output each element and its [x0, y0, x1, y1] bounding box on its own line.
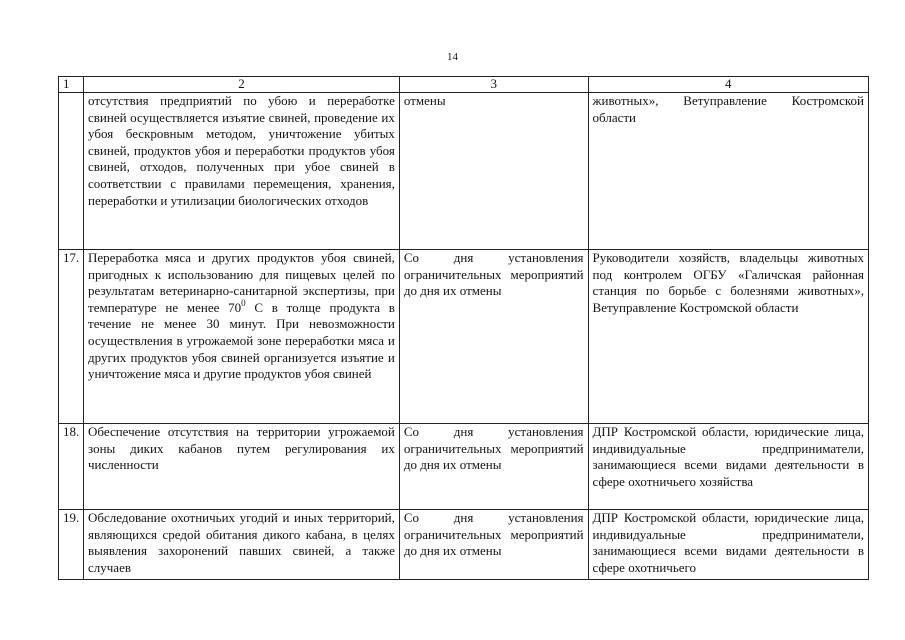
row-number: 19. [59, 510, 84, 580]
term-cell: Со дня установления ограничительных мероприятий до дня их отмены [399, 250, 588, 424]
measure-cell: отсутствия предприятий по убою и переработке свиней осуществляется изъятие свиней, проведение их убоя бескровным методом, уничтожение убитых свиней, продуктов убоя и переработки продуктов убоя свиней, отходов, полученных при убое свиней в соответствии с правилами перемещения, хранения, переработки и утилизации биологических отходов [84, 93, 400, 250]
responsible-cell: Руководители хозяйств, владельцы животных под контролем ОГБУ «Галичская районная станция по борьбе с болезнями животных», Ветуправление Костромской области [588, 250, 868, 424]
term-cell: Со дня установления ограничительных мероприятий до дня их отмены [399, 424, 588, 510]
measure-cell: Обеспечение отсутствия на территории угрожаемой зоны диких кабанов путем регулирования их численности [84, 424, 400, 510]
responsible-cell: ДПР Костромской области, юридические лица, индивидуальные предприниматели, занимающиеся всеми видами деятельности в сфере охотничьего [588, 510, 868, 580]
term-cell: отмены [399, 93, 588, 250]
row-number: 17. [59, 250, 84, 424]
page-number: 14 [447, 51, 458, 63]
measure-cell [84, 250, 400, 424]
table-row [59, 93, 869, 250]
header-col-1: 1 [59, 77, 84, 93]
table-row [59, 250, 869, 424]
header-col-2: 2 [84, 77, 400, 93]
table-header-row [59, 77, 869, 93]
measure-text-part: С в толще продукта в течение не менее 30 минут. При невозможности осуществления в угрожаемой зоне переработки мяса и других продуктов убоя свиней организуется изъятие и уничтожение мяса и другие продуктов убоя свиней [88, 299, 395, 382]
responsible-cell: ДПР Костромской области, юридические лица, индивидуальные предприниматели, занимающиеся всеми видами деятельности в сфере охотничьего хозяйства [588, 424, 868, 510]
measures-table [58, 76, 869, 580]
header-col-3: 3 [399, 77, 588, 93]
measure-cell: Обследование охотничьих угодий и иных территорий, являющихся средой обитания дикого кабана, в целях выявления захоронений павших свиней, а также случаев [84, 510, 400, 580]
row-number [59, 93, 84, 250]
table-row [59, 510, 869, 580]
row-number: 18. [59, 424, 84, 510]
table-row [59, 424, 869, 510]
measure-text-part: Переработка мяса и других продуктов убоя свиней, пригодных к использованию для пищевых целей по результатам ветеринарно-санитарной экспертизы, при температуре не менее 70 [88, 250, 395, 315]
term-cell: Со дня установления ограничительных мероприятий до дня их отмены [399, 510, 588, 580]
degree-superscript: 0 [241, 297, 246, 308]
header-col-4: 4 [588, 77, 868, 93]
responsible-cell: животных», Ветуправление Костромской области [588, 93, 868, 250]
